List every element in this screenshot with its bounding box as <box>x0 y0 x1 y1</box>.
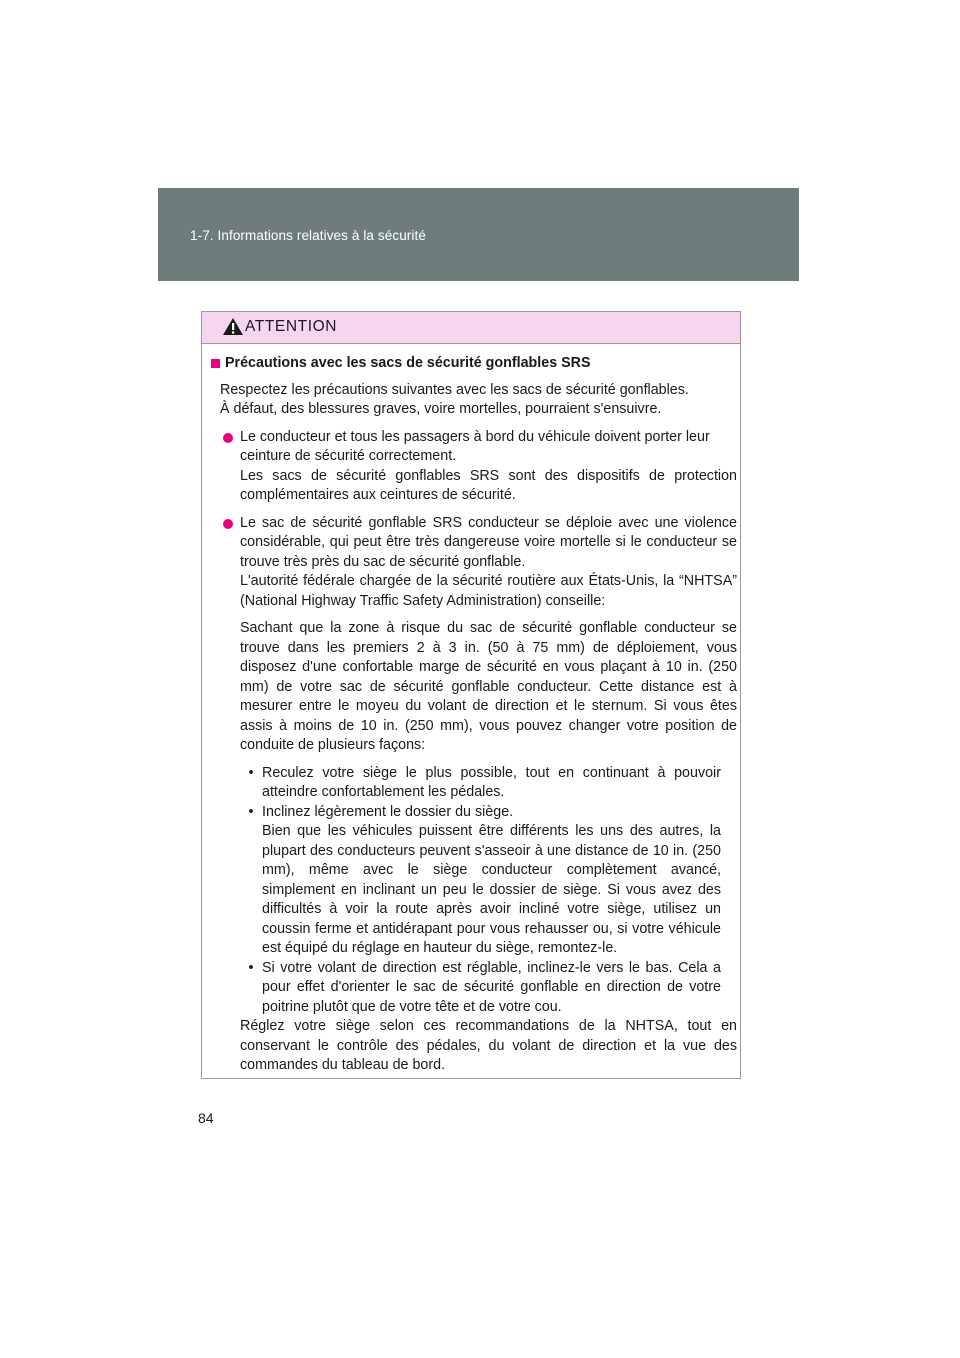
attention-content <box>211 354 737 1084</box>
intro-text <box>211 381 737 420</box>
item-second-line: L'autorité fédérale chargée de la sécurité routière aux États-Unis, la “NHTSA” (National Highway Traffic Safety Administration) conseille: <box>240 573 737 609</box>
header-band <box>158 188 799 281</box>
sub-item-text: Reculez votre siège le plus possible, tout en continuant à pouvoir atteindre confortablement les pédales. <box>262 764 721 800</box>
circle-bullet-icon <box>223 433 233 443</box>
closing-paragraph: Réglez votre siège selon ces recommandations de la NHTSA, tout en conservant le contrôle des pédales, du volant de direction et la vue des commandes du tableau de bord. <box>240 1018 737 1073</box>
warning-triangle-icon <box>222 317 244 336</box>
item-first-line: Le sac de sécurité gonflable SRS conducteur se déploie avec une violence considérable, qui peut être très dangereuse voire mortelle si le conducteur se trouve très près du sac de sécurité gonflable. <box>240 514 737 570</box>
section-heading <box>211 354 737 374</box>
attention-title: ATTENTION <box>245 318 338 335</box>
dot-bullet-icon: • <box>248 764 254 781</box>
sub-item-text: Inclinez légèrement le dossier du siège. Bien que les véhicules puissent être différents les uns des autres, la plupart des conducteurs peuvent s'asseoir à une distance de 10 in. (250 mm), même avec le siège conducteur complètement avancé, simplement en inclinant un peu le dossier de siège. Si vous avez des difficultés à voir la route après avoir incliné votre siège, utilisez un coussin ferme et antidérapant pour vous rehausser ou, si votre véhicule est équipé du réglage en hauteur du siège, remontez-le. <box>262 803 721 956</box>
sub-item <box>240 803 721 959</box>
dot-bullet-icon: • <box>248 959 254 976</box>
item-first-line: Le conducteur et tous les passagers à bord du véhicule doivent porter leur ceinture de sécurité correctement. <box>240 428 710 464</box>
list-item-body <box>240 428 737 506</box>
sub-list <box>240 764 737 1018</box>
dot-bullet-icon: • <box>248 803 254 820</box>
list-item-seatbelt <box>211 428 737 506</box>
item-second-line: Les sacs de sécurité gonflables SRS sont des dispositifs de protection complémentaires aux ceintures de sécurité. <box>240 467 737 503</box>
sub-item-text: Si votre volant de direction est réglable, inclinez-le vers le bas. Cela a pour effet d'orienter le sac de sécurité gonflable en direction de votre poitrine plutôt que de votre tête et de votre cou. <box>262 959 721 1015</box>
section-title: 1-7. Informations relatives à la sécurité <box>190 228 426 243</box>
page-number: 84 <box>198 1110 214 1126</box>
square-bullet-icon <box>211 359 220 368</box>
attention-header <box>202 312 740 344</box>
attention-box <box>201 311 741 1079</box>
sub-item <box>240 959 721 1018</box>
heading-text: Précautions avec les sacs de sécurité gonflables SRS <box>225 355 591 371</box>
list-item-body <box>240 514 737 1076</box>
nhtsa-paragraph: Sachant que la zone à risque du sac de sécurité gonflable conducteur se trouve dans les premiers 2 à 3 in. (50 à 75 mm) de déploiement, vous disposez d'une confortable marge de sécurité en vous plaçant à 10 in. (250 mm) de votre sac de sécurité gonflable conducteur. Cette distance est à mesurer entre le moyeu du volant de direction et le sternum. Si vous êtes assis à moins de 10 in. (250 mm), vous pouvez changer votre position de conduite de plusieurs façons: <box>240 620 737 753</box>
intro-text-content: Respectez les précautions suivantes avec les sacs de sécurité gonflables. À défaut, des blessures graves, voire mortelles, pourraient s'ensuivre. <box>220 381 689 417</box>
circle-bullet-icon <box>223 519 233 529</box>
list-item-driver-airbag <box>211 514 737 1076</box>
sub-item <box>240 764 721 803</box>
